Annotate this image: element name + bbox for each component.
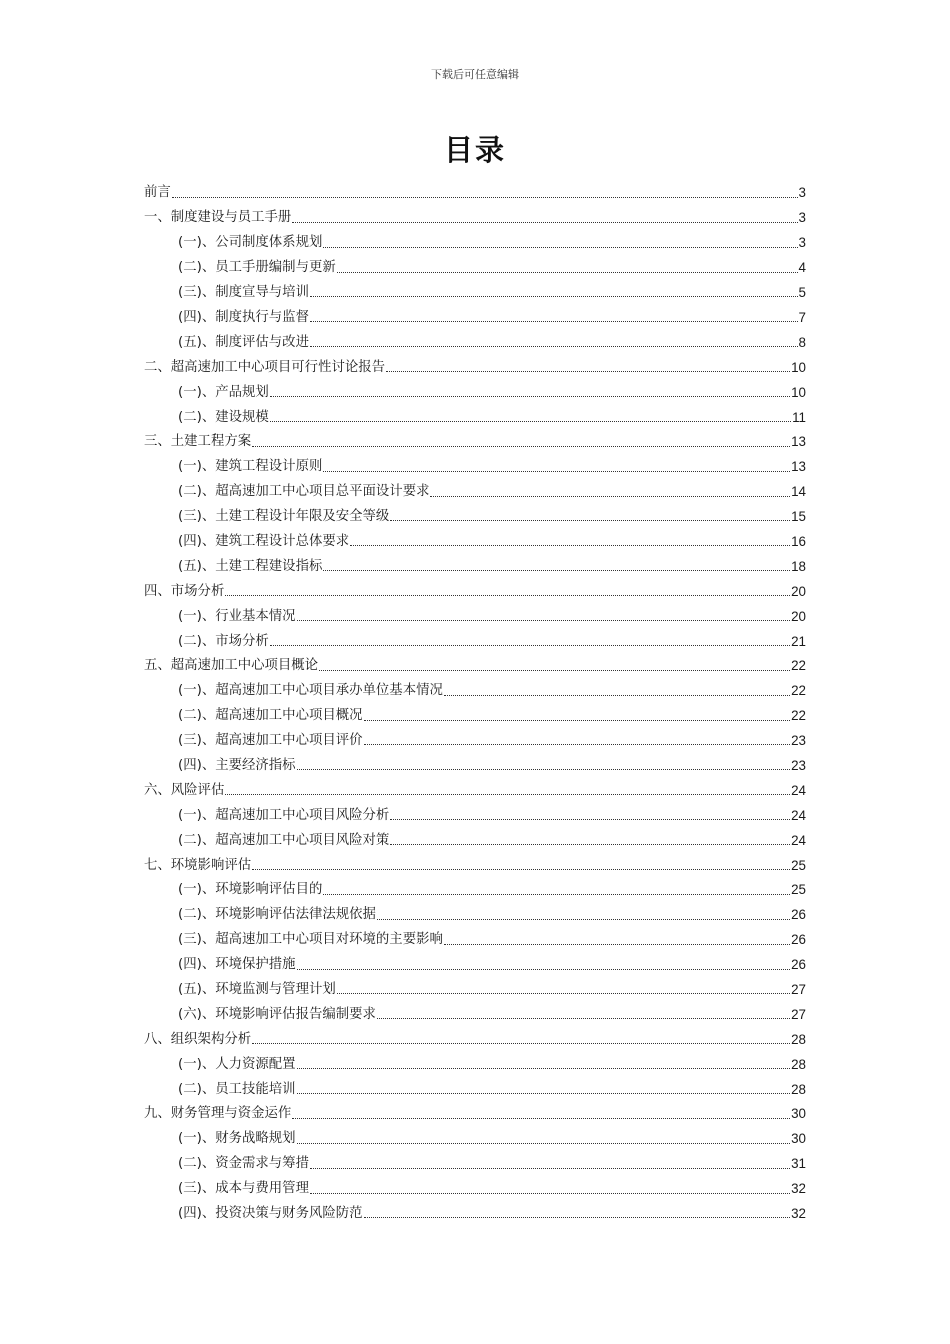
- toc-entry-text: (二)、员工手册编制与更新: [178, 260, 336, 276]
- toc-entry[interactable]: [144, 474, 806, 499]
- toc-entry-text: (三)、成本与费用管理: [178, 1181, 309, 1197]
- toc-entry[interactable]: [144, 499, 806, 524]
- toc-dot-leader: [297, 1068, 791, 1069]
- toc-entry-text: 五、超高速加工中心项目概论: [144, 658, 319, 674]
- toc-page-number: 13: [791, 434, 806, 450]
- toc-page-number: 13: [791, 459, 806, 475]
- toc-page-number: 24: [791, 832, 806, 848]
- toc-page-number: 28: [791, 1056, 806, 1072]
- toc-entry-text: (三)、制度宣导与培训: [178, 285, 309, 301]
- toc-page-number: 22: [791, 708, 806, 724]
- toc-entry-text: (四)、投资决策与财务风险防范: [178, 1206, 363, 1221]
- toc-dot-leader: [310, 1193, 790, 1194]
- toc-entry-text: (二)、员工技能培训: [178, 1081, 296, 1097]
- toc-dot-leader: [310, 321, 798, 322]
- toc-page-number: 27: [791, 981, 806, 997]
- toc-entry[interactable]: [144, 648, 806, 673]
- toc-entry[interactable]: [144, 972, 806, 997]
- toc-dot-leader: [297, 1143, 791, 1144]
- toc-dot-leader: [225, 794, 790, 795]
- toc-entry-text: 三、土建工程方案: [144, 434, 252, 450]
- toc-entry-text: (二)、超高速加工中心项目概况: [178, 708, 363, 724]
- toc-entry-text: (四)、建筑工程设计总体要求: [178, 533, 350, 549]
- toc-dot-leader: [337, 993, 790, 994]
- toc-entry-text: 一、制度建设与员工手册: [144, 210, 292, 226]
- page-header-note: 下载后可任意编辑: [431, 68, 519, 81]
- toc-entry-text: (三)、超高速加工中心项目评价: [178, 733, 363, 749]
- toc-entry-text: 六、风险评估: [144, 782, 225, 798]
- toc-page-number: 27: [791, 1006, 806, 1022]
- toc-dot-leader: [364, 720, 791, 721]
- toc-title: 目录: [443, 133, 506, 167]
- toc-entry-text: (二)、超高速加工中心项目总平面设计要求: [178, 484, 430, 500]
- toc-dot-leader: [297, 1093, 791, 1094]
- toc-dot-leader: [390, 844, 790, 845]
- toc-page-number: 24: [791, 782, 806, 798]
- toc-dot-leader: [430, 496, 790, 497]
- toc-dot-leader: [390, 819, 790, 820]
- toc-entry[interactable]: [144, 1146, 806, 1171]
- toc-entry[interactable]: [144, 897, 806, 922]
- toc-page-number: 32: [791, 1181, 806, 1197]
- toc-entry[interactable]: [144, 598, 806, 623]
- toc-entry[interactable]: [144, 225, 806, 250]
- toc-dot-leader: [323, 471, 790, 472]
- toc-entry[interactable]: [144, 548, 806, 573]
- toc-page-number: 31: [791, 1156, 806, 1172]
- toc-dot-leader: [323, 894, 790, 895]
- toc-entry[interactable]: [144, 424, 806, 449]
- toc-dot-leader: [297, 620, 791, 621]
- toc-page-number: 8: [798, 334, 806, 350]
- toc-dot-leader: [252, 1043, 790, 1044]
- toc-entry[interactable]: [144, 822, 806, 847]
- toc-page-number: 21: [791, 633, 806, 649]
- toc-entry[interactable]: [144, 947, 806, 972]
- toc-page-number: 15: [791, 509, 806, 525]
- toc-page-number: 30: [791, 1131, 806, 1147]
- toc-entry[interactable]: [144, 200, 806, 225]
- toc-entry[interactable]: [144, 797, 806, 822]
- toc-entry[interactable]: [144, 772, 806, 797]
- toc-entry-text: (三)、土建工程设计年限及安全等级: [178, 509, 390, 525]
- toc-dot-leader: [323, 247, 797, 248]
- toc-entry[interactable]: [144, 872, 806, 897]
- toc-dot-leader: [252, 869, 790, 870]
- toc-entry-text: (五)、土建工程建设指标: [178, 558, 323, 574]
- toc-dot-leader: [350, 545, 790, 546]
- toc-entry-text: (一)、产品规划: [178, 384, 269, 400]
- toc-dot-leader: [310, 346, 798, 347]
- toc-dot-leader: [225, 595, 790, 596]
- toc-dot-leader: [377, 1018, 790, 1019]
- toc-entry-text: 二、超高速加工中心项目可行性讨论报告: [144, 359, 386, 375]
- toc-entry-text: (一)、财务战略规划: [178, 1131, 296, 1147]
- toc-entry-text: (三)、超高速加工中心项目对环境的主要影响: [178, 932, 443, 948]
- toc-page-number: 30: [791, 1106, 806, 1122]
- toc-dot-leader: [292, 1118, 790, 1119]
- toc-entry-text: (五)、制度评估与改进: [178, 334, 309, 350]
- toc-entry-text: (四)、制度执行与监督: [178, 309, 309, 325]
- toc-entry-text: 八、组织架构分析: [144, 1031, 252, 1047]
- toc-entry[interactable]: [144, 374, 806, 399]
- toc-page-number: 20: [791, 583, 806, 599]
- toc-entry[interactable]: [144, 996, 806, 1021]
- toc-entry[interactable]: [144, 324, 806, 349]
- toc-dot-leader: [364, 1217, 791, 1218]
- toc-dot-leader: [310, 1168, 790, 1169]
- toc-page-number: 32: [791, 1206, 806, 1221]
- toc-entry[interactable]: [144, 1096, 806, 1121]
- toc-dot-leader: [270, 421, 791, 422]
- toc-page-number: 11: [792, 409, 806, 425]
- toc-page-number: 23: [791, 733, 806, 749]
- toc-entry[interactable]: [144, 847, 806, 872]
- toc-entry-text: 九、财务管理与资金运作: [144, 1106, 292, 1122]
- toc-entry[interactable]: [144, 275, 806, 300]
- toc-page-number: 28: [791, 1081, 806, 1097]
- toc-entry-text: (一)、人力资源配置: [178, 1056, 296, 1072]
- toc-entry-text: (二)、超高速加工中心项目风险对策: [178, 832, 390, 848]
- toc-page-number: 18: [791, 558, 806, 574]
- toc-page-number: 5: [798, 285, 806, 301]
- toc-page-number: 25: [791, 882, 806, 898]
- toc-page-number: 26: [791, 957, 806, 973]
- toc-entry-text: (一)、超高速加工中心项目风险分析: [178, 807, 390, 823]
- toc-page-number: 10: [791, 384, 806, 400]
- toc-entry-text: (一)、行业基本情况: [178, 608, 296, 624]
- toc-page-number: 22: [791, 683, 806, 699]
- toc-entry[interactable]: [144, 698, 806, 723]
- toc-entry[interactable]: [144, 449, 806, 474]
- toc-entry-text: 七、环境影响评估: [144, 857, 252, 873]
- toc-dot-leader: [337, 272, 798, 273]
- toc-entry[interactable]: [144, 1121, 806, 1146]
- toc-entry[interactable]: [144, 523, 806, 548]
- toc-entry-text: (四)、主要经济指标: [178, 757, 296, 773]
- toc-dot-leader: [297, 969, 791, 970]
- toc-entry-text: (一)、建筑工程设计原则: [178, 459, 323, 475]
- toc-entry-text: 前言: [144, 185, 171, 201]
- toc-entry[interactable]: [144, 723, 806, 748]
- toc-dot-leader: [444, 944, 790, 945]
- toc-entry-text: 四、市场分析: [144, 583, 225, 599]
- toc-dot-leader: [319, 670, 790, 671]
- toc-entry-text: (一)、超高速加工中心项目承办单位基本情况: [178, 683, 443, 699]
- toc-dot-leader: [323, 570, 790, 571]
- toc-entry[interactable]: [144, 922, 806, 947]
- toc-entry[interactable]: [144, 573, 806, 598]
- toc-dot-leader: [172, 197, 798, 198]
- toc-dot-leader: [297, 769, 791, 770]
- toc-entry[interactable]: [144, 250, 806, 275]
- toc-page-number: 4: [798, 260, 806, 276]
- toc-page-number: 3: [798, 185, 806, 201]
- toc-page-number: 20: [791, 608, 806, 624]
- toc-page-number: 24: [791, 807, 806, 823]
- toc-entry-text: (六)、环境影响评估报告编制要求: [178, 1006, 376, 1022]
- toc-entry-text: (五)、环境监测与管理计划: [178, 981, 336, 997]
- toc-dot-leader: [364, 744, 791, 745]
- toc-entry-text: (二)、建设规模: [178, 409, 269, 425]
- toc-page-number: 3: [798, 210, 806, 226]
- toc-page-number: 23: [791, 757, 806, 773]
- toc-entry[interactable]: [144, 747, 806, 772]
- toc-dot-leader: [270, 396, 790, 397]
- toc-page-number: 26: [791, 932, 806, 948]
- toc-entry[interactable]: [144, 1071, 806, 1096]
- toc-entry[interactable]: [144, 1171, 806, 1196]
- toc-entry-text: (四)、环境保护措施: [178, 957, 296, 973]
- toc-dot-leader: [270, 645, 790, 646]
- toc-page-number: 14: [791, 484, 806, 500]
- toc-entry[interactable]: [144, 1196, 806, 1221]
- toc-entry[interactable]: [144, 175, 806, 200]
- toc-dot-leader: [252, 446, 790, 447]
- toc-dot-leader: [444, 695, 790, 696]
- toc-dot-leader: [390, 520, 790, 521]
- toc-entry[interactable]: [144, 1021, 806, 1046]
- toc-entry[interactable]: [144, 399, 806, 424]
- toc-page-number: 22: [791, 658, 806, 674]
- toc-page-number: 26: [791, 907, 806, 923]
- toc-page-number: 28: [791, 1031, 806, 1047]
- toc-entry[interactable]: [144, 623, 806, 648]
- toc-entry[interactable]: [144, 1046, 806, 1071]
- toc-dot-leader: [377, 919, 790, 920]
- toc-entry[interactable]: [144, 299, 806, 324]
- toc-entry-text: (一)、环境影响评估目的: [178, 882, 323, 898]
- toc-dot-leader: [292, 222, 797, 223]
- table-of-contents: [144, 175, 806, 1220]
- toc-page-number: 10: [791, 359, 806, 375]
- toc-page-number: 25: [791, 857, 806, 873]
- toc-dot-leader: [386, 371, 790, 372]
- toc-entry-text: (二)、环境影响评估法律法规依据: [178, 907, 376, 923]
- toc-page-number: 7: [798, 309, 806, 325]
- toc-entry-text: (二)、市场分析: [178, 633, 269, 649]
- toc-entry[interactable]: [144, 673, 806, 698]
- toc-page-number: 3: [798, 235, 806, 251]
- toc-dot-leader: [310, 296, 798, 297]
- toc-page-number: 16: [791, 533, 806, 549]
- toc-entry[interactable]: [144, 349, 806, 374]
- toc-entry-text: (二)、资金需求与筹措: [178, 1156, 309, 1172]
- toc-entry-text: (一)、公司制度体系规划: [178, 235, 323, 251]
